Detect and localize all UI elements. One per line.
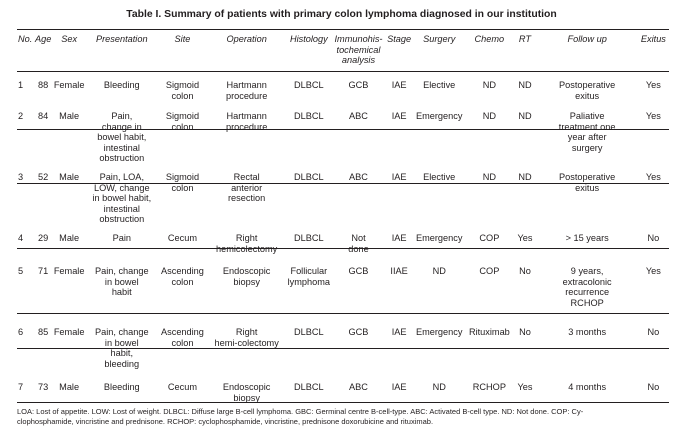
column-header-chemo: Chemo xyxy=(474,34,505,44)
table-row xyxy=(17,233,669,266)
row-divider xyxy=(17,348,669,349)
cell-presentation: Pain xyxy=(112,233,131,243)
cell-follow-up: Postoperative exitus xyxy=(559,80,616,101)
header-row xyxy=(17,31,669,71)
cell-operation: Hartmann procedure xyxy=(225,80,268,101)
cell-chemo: ND xyxy=(482,172,496,182)
row-divider xyxy=(17,183,669,184)
cell-histology: DLBCL xyxy=(294,80,324,90)
cell-exitus: Yes xyxy=(645,172,661,182)
cell-rt: No xyxy=(519,327,531,337)
cell-follow-up: Postoperative exitus xyxy=(559,172,616,193)
cell-immunohistochemical-analysis: GCB xyxy=(348,80,369,90)
cell-histology: Follicular lymphoma xyxy=(287,266,331,287)
cell-age: 73 xyxy=(37,382,49,392)
column-header-exitus: Exitus xyxy=(640,34,666,44)
table-title: Table I. Summary of patients with primary colon lymphoma diagnosed in our institution xyxy=(126,9,557,20)
cell-rt: ND xyxy=(518,80,532,90)
cell-no: 7 xyxy=(18,382,24,392)
cell-presentation: Pain, change in bowel habit, bleeding xyxy=(94,327,149,369)
cell-immunohistochemical-analysis: ABC xyxy=(349,172,368,182)
cell-immunohistochemical-analysis: Not done xyxy=(348,233,369,254)
column-header-stage: Stage xyxy=(387,34,412,44)
cell-operation: Endoscopic biopsy xyxy=(222,266,271,287)
cell-exitus: No xyxy=(647,327,660,337)
cell-site: Ascending colon xyxy=(161,266,204,287)
cell-no: 4 xyxy=(18,233,24,243)
top-rule xyxy=(17,29,669,30)
cell-chemo: RCHOP xyxy=(472,382,506,392)
column-header-sex: Sex xyxy=(61,34,78,44)
cell-sex: Male xyxy=(59,233,80,243)
cell-sex: Female xyxy=(53,266,85,276)
column-header-no: No. xyxy=(18,34,33,44)
cell-chemo: COP xyxy=(479,233,500,243)
cell-sex: Female xyxy=(53,80,85,90)
table-row xyxy=(17,111,669,172)
cell-no: 3 xyxy=(18,172,24,182)
cell-histology: DLBCL xyxy=(294,172,324,182)
cell-no: 2 xyxy=(18,111,24,121)
cell-chemo: COP xyxy=(479,266,500,276)
cell-sex: Male xyxy=(59,382,80,392)
table-row xyxy=(17,382,669,410)
cell-rt: ND xyxy=(518,111,532,121)
row-divider xyxy=(17,402,669,403)
cell-sex: Female xyxy=(53,327,85,337)
cell-no: 6 xyxy=(18,327,24,337)
cell-operation: Hartmann procedure xyxy=(225,111,268,132)
table-row xyxy=(17,71,669,111)
cell-immunohistochemical-analysis: GCB xyxy=(348,327,369,337)
cell-no: 5 xyxy=(18,266,24,276)
cell-site: Sigmoid colon xyxy=(165,80,200,101)
cell-site: Cecum xyxy=(167,382,198,392)
cell-follow-up: 4 months xyxy=(568,382,607,392)
cell-sex: Male xyxy=(59,172,80,182)
column-header-histology: Histology xyxy=(289,34,328,44)
column-header-operation: Operation xyxy=(226,34,267,44)
table-row xyxy=(17,172,669,233)
cell-follow-up: > 15 years xyxy=(565,233,609,243)
cell-stage: IAE xyxy=(391,172,407,182)
cell-histology: DLBCL xyxy=(294,233,324,243)
cell-site: Cecum xyxy=(167,233,198,243)
column-header-site: Site xyxy=(174,34,191,44)
column-header-presentation: Presentation xyxy=(95,34,148,44)
cell-surgery: Emergency xyxy=(415,111,463,121)
cell-exitus: Yes xyxy=(645,111,661,121)
cell-exitus: Yes xyxy=(645,266,661,276)
table-row xyxy=(17,266,669,327)
cell-surgery: ND xyxy=(432,266,446,276)
table-body xyxy=(17,71,669,410)
cell-histology: DLBCL xyxy=(294,111,324,121)
cell-no: 1 xyxy=(18,80,24,90)
cell-follow-up: 3 months xyxy=(568,327,607,337)
cell-site: Sigmoid colon xyxy=(165,172,200,193)
cell-chemo: ND xyxy=(482,80,496,90)
cell-age: 85 xyxy=(37,327,49,337)
cell-presentation: Bleeding xyxy=(103,80,140,90)
cell-age: 88 xyxy=(37,80,49,90)
cell-site: Ascending colon xyxy=(161,327,204,348)
cell-stage: IAE xyxy=(391,111,407,121)
cell-surgery: ND xyxy=(432,382,446,392)
row-divider xyxy=(17,248,669,249)
cell-immunohistochemical-analysis: ABC xyxy=(349,111,368,121)
cell-operation: Rectal anterior resection xyxy=(228,172,266,204)
cell-stage: IAE xyxy=(391,327,407,337)
cell-rt: No xyxy=(519,266,531,276)
cell-presentation: Pain, LOA, LOW, change in bowel habit, intestinal obstruction xyxy=(92,172,152,225)
cell-rt: ND xyxy=(518,172,532,182)
cell-rt: Yes xyxy=(517,382,533,392)
cell-stage: IAE xyxy=(391,233,407,243)
cell-surgery: Emergency xyxy=(415,327,463,337)
cell-age: 29 xyxy=(37,233,49,243)
cell-stage: IAE xyxy=(391,382,407,392)
cell-presentation: Pain, change in bowel habit, intestinal obstruction xyxy=(97,111,147,164)
cell-age: 71 xyxy=(37,266,49,276)
cell-chemo: ND xyxy=(482,111,496,121)
cell-surgery: Elective xyxy=(423,172,456,182)
cell-rt: Yes xyxy=(517,233,533,243)
cell-presentation: Bleeding xyxy=(103,382,140,392)
cell-stage: IAE xyxy=(391,80,407,90)
cell-age: 52 xyxy=(37,172,49,182)
cell-immunohistochemical-analysis: GCB xyxy=(348,266,369,276)
cell-histology: DLBCL xyxy=(294,327,324,337)
row-divider xyxy=(17,313,669,314)
cell-presentation: Pain, change in bowel habit xyxy=(94,266,149,298)
patient-summary-table xyxy=(17,31,669,410)
cell-follow-up: 9 years, extracolonic recurrence RCHOP xyxy=(562,266,612,308)
cell-exitus: No xyxy=(647,382,660,392)
cell-follow-up: Paliative treatment one year after surgery xyxy=(558,111,616,153)
column-header-surgery: Surgery xyxy=(423,34,456,44)
cell-exitus: No xyxy=(647,233,660,243)
table-row xyxy=(17,327,669,382)
cell-operation: Endoscopic biopsy xyxy=(222,382,271,403)
cell-site: Sigmoid colon xyxy=(165,111,200,132)
cell-surgery: Elective xyxy=(423,80,456,90)
cell-age: 84 xyxy=(37,111,49,121)
cell-stage: IIAE xyxy=(390,266,408,276)
cell-chemo: Rituximab xyxy=(468,327,510,337)
cell-sex: Male xyxy=(59,111,80,121)
column-header-rt: RT xyxy=(518,34,532,44)
table-footnote: LOA: Lost of appetite. LOW: Lost of weight. DLBCL: Diffuse large B-cell lymphoma. GBC: Germinal centre B-cell-type. ABC: Activated B-cell type. ND: Not done. COP: Cy- clophosphamide, vincristine and prednisone. RCHOP: cyclophosphamide, vincristine, prednisone doxorubicine and rituximab. xyxy=(17,407,584,426)
header-rule xyxy=(17,71,669,72)
cell-histology: DLBCL xyxy=(294,382,324,392)
column-header-age: Age xyxy=(35,34,52,44)
column-header-immunohistochemical-analysis: Immunohis- tochemical analysis xyxy=(334,34,383,66)
row-divider xyxy=(17,129,669,130)
cell-immunohistochemical-analysis: ABC xyxy=(349,382,368,392)
column-header-follow-up: Follow up xyxy=(567,34,607,44)
cell-operation: Right hemi-colectomy xyxy=(214,327,279,348)
cell-surgery: Emergency xyxy=(415,233,463,243)
cell-exitus: Yes xyxy=(645,80,661,90)
cell-operation: Right hemicolectomy xyxy=(216,233,278,254)
